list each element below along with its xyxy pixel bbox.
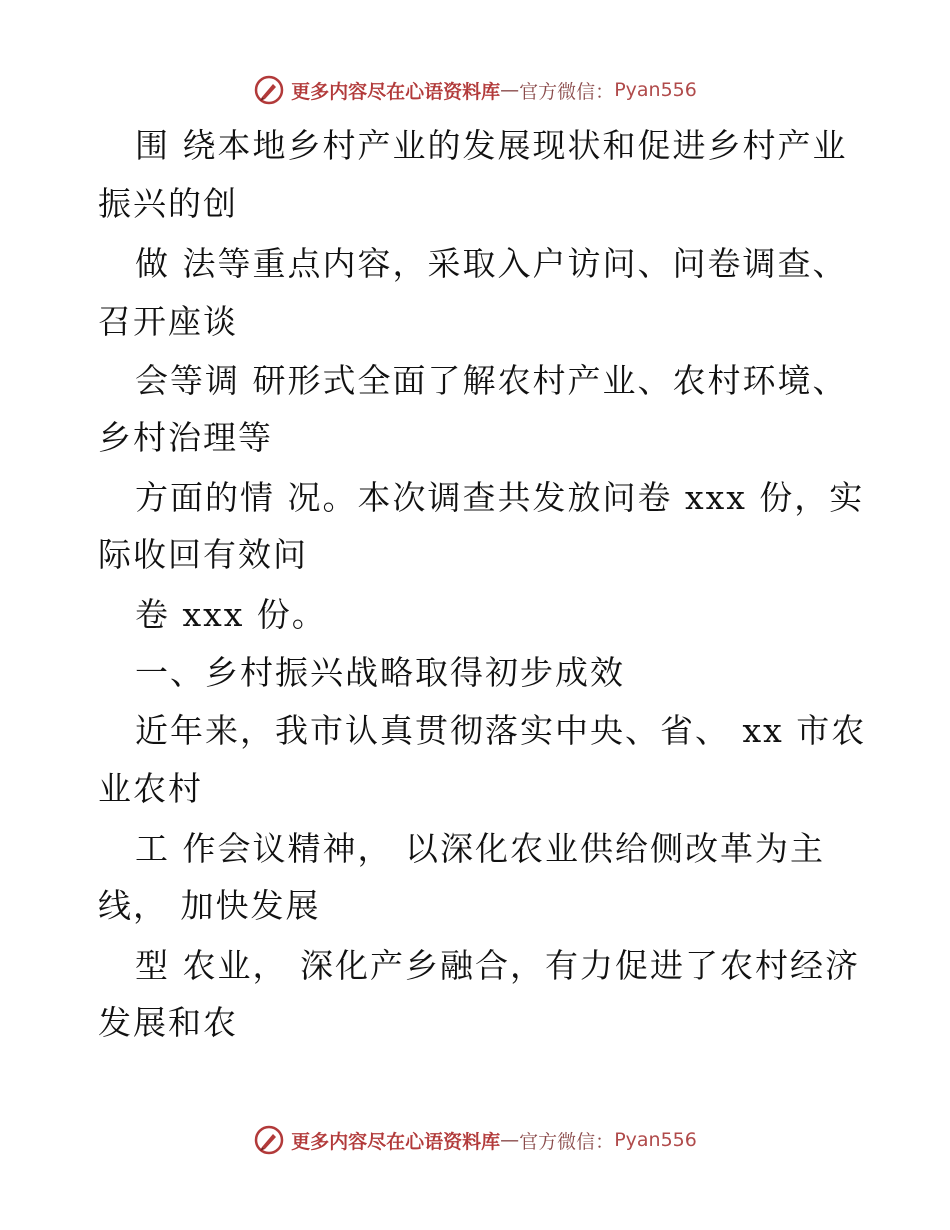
body-line: 卷 xxx 份。 (135, 595, 327, 634)
watermark-separator: — (500, 1129, 520, 1151)
watermark-wechat-id: Pyan556 (614, 79, 697, 101)
pen-logo-icon (253, 1124, 285, 1156)
body-line: 围 绕本地乡村产业的发展现状和促进乡村产业 (135, 126, 848, 165)
watermark-main-text: 更多内容尽在心语资料库 (291, 80, 501, 103)
body-line: 工 作会议精神， 以深化农业供给侧改革为主 (135, 829, 825, 868)
body-line: 际收回有效问 (98, 535, 308, 574)
watermark-main-text: 更多内容尽在心语资料库 (291, 1130, 501, 1153)
body-line: 近年来，我市认真贯彻落实中央、省、 xx 市农 (135, 711, 867, 750)
footer-watermark (0, 1120, 950, 1160)
body-line: 方面的情 况。本次调查共发放问卷 xxx 份，实 (135, 478, 865, 517)
section-heading: 一、乡村振兴战略取得初步成效 (135, 653, 625, 692)
body-line: 乡村治理等 (98, 418, 273, 457)
body-line: 振兴的创 (98, 184, 238, 223)
body-line: 型 农业， 深化产乡融合，有力促进了农村经济 (135, 946, 860, 985)
body-line: 业农村 (98, 769, 203, 808)
body-line: 发展和农 (98, 1003, 238, 1042)
header-watermark (0, 70, 950, 110)
watermark-wechat-id: Pyan556 (614, 1129, 697, 1151)
watermark-label: 官方微信： (519, 80, 615, 103)
watermark-label: 官方微信： (519, 1130, 615, 1153)
watermark-separator: — (500, 79, 520, 101)
pen-logo-icon (253, 74, 285, 106)
body-line: 召开座谈 (98, 302, 238, 341)
body-line: 会等调 研形式全面了解农村产业、农村环境、 (135, 361, 848, 400)
body-line: 线， 加快发展 (98, 886, 321, 925)
body-line: 做 法等重点内容，采取入户访问、问卷调查、 (135, 244, 848, 283)
